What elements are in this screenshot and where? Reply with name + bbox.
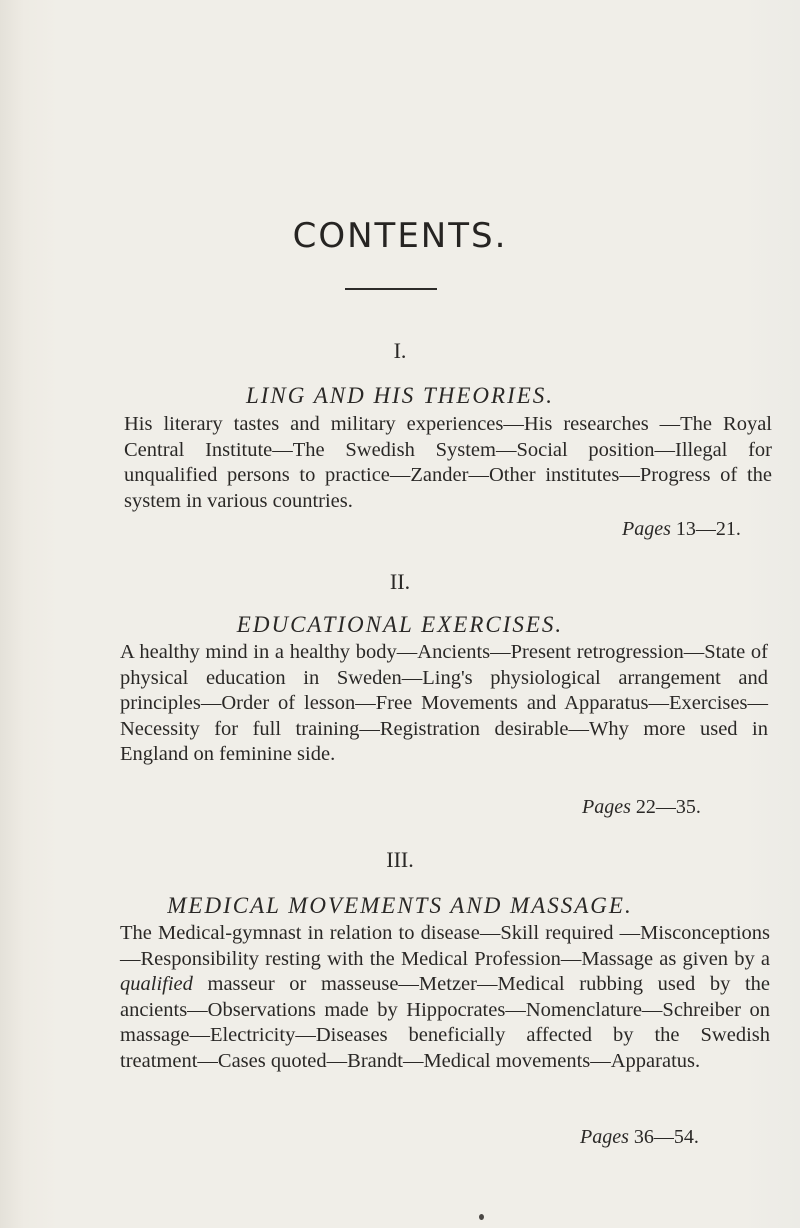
section-1-pages-label: Pages	[622, 518, 671, 540]
section-2-pages-range: 22—35.	[635, 796, 701, 818]
section-3-text-part-1: The Medical-gymnast in relation to disease—Skill required —Misconceptions—Responsibility resting with the Medical Profession—Massage as given by a	[120, 922, 770, 970]
section-2-numeral: II.	[389, 569, 411, 594]
section-1-pages	[622, 518, 741, 541]
section-3-pages-label: Pages	[580, 1126, 629, 1148]
title-rule	[345, 288, 437, 290]
section-2-text: A healthy mind in a healthy body—Ancients—Present retrogression—State of physical education in Sweden—Ling's physiological arrangement and principles—Order of lesson—Free Movements and Apparatus—Exercises—Necessity for full training—Registration desirable—Why more used in England on feminine side.	[120, 641, 768, 765]
section-3-pages-range: 36—54.	[633, 1126, 699, 1148]
section-3-numeral: III.	[386, 847, 414, 872]
section-2-pages-label: Pages	[582, 796, 631, 818]
ink-speck	[479, 1214, 484, 1220]
page-title: CONTENTS.	[292, 216, 508, 256]
section-3-text-part-2: masseur or masseuse—Metzer—Medical rubbing used by the ancients—Observations made by Hippocrates—Nomenclature—Schreiber on massage—Electricity—Diseases beneficially affected by the Swedish treatment—Cases quoted—Brandt—Medical movements—Apparatus.	[120, 973, 770, 1072]
section-2-pages	[582, 796, 701, 819]
section-1-pages-range: 13—21.	[675, 518, 741, 540]
section-1-text: His literary tastes and military experiences—His researches —The Royal Central Institute—The Swedish System—Social position—Illegal for unqualified persons to practice—Zander—Other institutes—Progress of the system in various countries.	[124, 413, 772, 512]
section-3-pages	[580, 1126, 699, 1149]
section-3-text-italic: qualified	[120, 973, 193, 995]
section-3-text	[120, 921, 770, 1074]
section-3-heading: MEDICAL MOVEMENTS AND MASSAGE.	[167, 893, 633, 918]
section-1-numeral: I.	[393, 338, 407, 363]
section-2-heading: EDUCATIONAL EXERCISES.	[236, 612, 564, 637]
section-1-heading: LING AND HIS THEORIES.	[245, 383, 555, 408]
